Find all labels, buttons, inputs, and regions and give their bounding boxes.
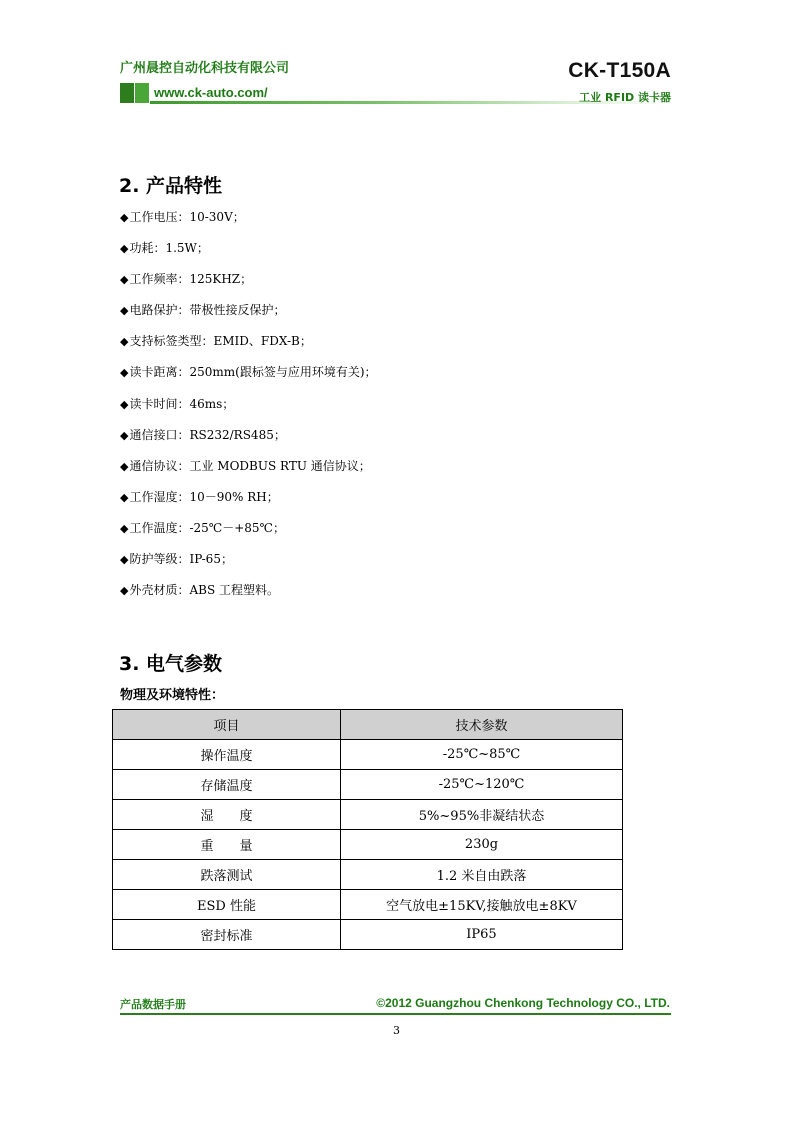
param-value-cell: 空气放电±15KV,接触放电±8KV <box>341 890 623 920</box>
table-header-row <box>113 710 623 740</box>
diamond-bullet-icon: ◆ <box>120 490 129 504</box>
diamond-bullet-icon: ◆ <box>120 553 129 567</box>
diamond-bullet-icon: ◆ <box>120 335 129 349</box>
feature-item <box>120 361 377 392</box>
diamond-bullet-icon: ◆ <box>120 459 129 473</box>
param-value-cell: -25℃~85℃ <box>341 740 623 770</box>
feature-text: 工作湿度：10－90% RH； <box>129 489 279 504</box>
table-row <box>113 920 623 950</box>
feature-item <box>120 579 377 610</box>
section-title-electrical: 3. 电气参数 <box>119 653 223 675</box>
product-subtitle: 工业 RFID 读卡器 <box>579 91 671 104</box>
diamond-bullet-icon: ◆ <box>120 242 129 256</box>
logo-square-light <box>135 83 149 103</box>
feature-text: 支持标签类型：EMID、FDX-B； <box>129 334 312 349</box>
feature-text: 防护等级：IP-65； <box>129 552 233 567</box>
table-row <box>113 740 623 770</box>
feature-text: 功耗：1.5W； <box>129 241 209 256</box>
feature-item <box>120 268 377 299</box>
feature-item <box>120 393 377 424</box>
feature-item <box>120 330 377 361</box>
parameter-table <box>112 709 623 950</box>
feature-list <box>120 206 377 610</box>
feature-text: 工作温度：-25℃－+85℃； <box>129 520 285 535</box>
footer-doc-title: 产品数据手册 <box>120 998 186 1011</box>
diamond-bullet-icon: ◆ <box>120 521 129 535</box>
param-name-cell: ESD 性能 <box>113 890 341 920</box>
footer-rule <box>120 1013 671 1015</box>
footer-copyright: ©2012 Guangzhou Chenkong Technology CO., LTD. <box>376 996 670 1010</box>
feature-text: 工作频率：125KHZ； <box>129 272 253 287</box>
feature-item <box>120 548 377 579</box>
table-row <box>113 800 623 830</box>
feature-item <box>120 486 377 517</box>
param-value-cell: 230g <box>341 830 623 860</box>
table-body <box>113 740 623 950</box>
diamond-bullet-icon: ◆ <box>120 397 129 411</box>
table-row <box>113 860 623 890</box>
feature-item <box>120 299 377 330</box>
feature-item <box>120 517 377 548</box>
page-number: 3 <box>393 1024 400 1037</box>
param-name-cell: 密封标准 <box>113 920 341 950</box>
param-value-cell: -25℃~120℃ <box>341 770 623 800</box>
company-name: 广州晨控自动化科技有限公司 <box>120 61 290 76</box>
feature-item <box>120 237 377 268</box>
diamond-bullet-icon: ◆ <box>120 304 129 318</box>
feature-text: 电路保护：带极性接反保护； <box>129 303 286 318</box>
feature-text: 读卡时间：46ms； <box>129 396 235 411</box>
column-header-item: 项目 <box>113 710 341 740</box>
table-caption: 物理及环境特性： <box>120 688 225 703</box>
feature-item <box>120 424 377 455</box>
diamond-bullet-icon: ◆ <box>120 273 129 287</box>
logo-square-dark <box>120 83 134 103</box>
product-model: CK-T150A <box>568 59 671 82</box>
diamond-bullet-icon: ◆ <box>120 366 129 380</box>
section-title-features: 2. 产品特性 <box>119 175 223 197</box>
diamond-bullet-icon: ◆ <box>120 211 129 224</box>
param-name-cell: 存储温度 <box>113 770 341 800</box>
feature-text: 通信接口：RS232/RS485； <box>129 427 286 442</box>
column-header-spec: 技术参数 <box>341 710 623 740</box>
feature-text: 读卡距离：250mm(跟标签与应用环境有关)； <box>129 365 377 380</box>
diamond-bullet-icon: ◆ <box>120 428 129 442</box>
diamond-bullet-icon: ◆ <box>120 584 129 598</box>
table-row <box>113 890 623 920</box>
param-name-cell: 重 量 <box>113 830 341 860</box>
param-name-cell: 湿 度 <box>113 800 341 830</box>
website-url[interactable]: www.ck-auto.com/ <box>154 85 268 100</box>
feature-item <box>120 206 377 237</box>
feature-text: 外壳材质：ABS 工程塑料。 <box>129 583 279 598</box>
param-name-cell: 操作温度 <box>113 740 341 770</box>
feature-item <box>120 455 377 486</box>
feature-text: 工作电压：10-30V； <box>129 210 245 224</box>
param-name-cell: 跌落测试 <box>113 860 341 890</box>
param-value-cell: IP65 <box>341 920 623 950</box>
feature-text: 通信协议：工业 MODBUS RTU 通信协议； <box>129 458 371 473</box>
param-value-cell: 5%~95%非凝结状态 <box>341 800 623 830</box>
param-value-cell: 1.2 米自由跌落 <box>341 860 623 890</box>
table-row <box>113 770 623 800</box>
table-row <box>113 830 623 860</box>
